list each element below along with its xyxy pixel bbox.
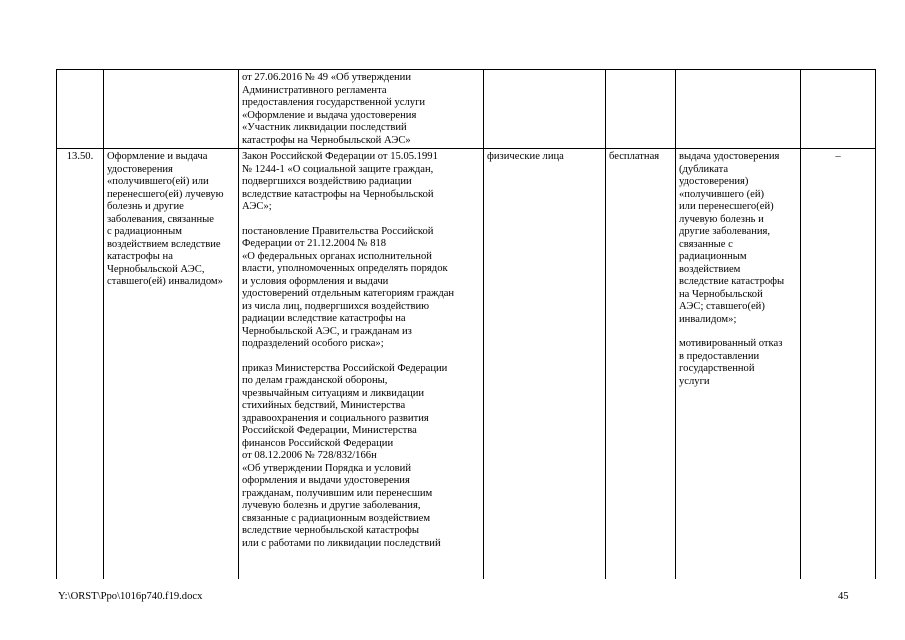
text-line: радиации вследствие катастрофы на xyxy=(242,313,406,324)
paragraph xyxy=(242,226,480,351)
text-line: «О федеральных органах исполнительной xyxy=(242,250,432,262)
text-line: ставшего(ей) инвалидом» xyxy=(107,276,223,287)
note-cell xyxy=(801,70,876,149)
text-line: Чернобыльской АЭС, xyxy=(107,263,205,275)
service-number-cell xyxy=(57,70,104,149)
text-line: выдача удостоверения xyxy=(679,151,780,162)
text-line: связанные с радиационным воздействием xyxy=(242,512,431,524)
text-line: от 27.06.2016 № 49 «Об утверждении xyxy=(242,72,412,83)
text-line: в предоставлении xyxy=(679,350,760,362)
text-line: услуги xyxy=(679,375,710,387)
fee-cell xyxy=(606,70,676,149)
text-line: гражданам, получившим или перенесшим xyxy=(242,487,433,499)
text-line: Чернобыльской АЭС, и гражданам из xyxy=(242,325,412,337)
text-line: лучевую болезнь и xyxy=(679,213,764,225)
table-row xyxy=(57,70,876,149)
text-line: финансов Российской Федерации xyxy=(242,437,394,449)
legal-basis-cell xyxy=(239,70,484,149)
paragraph xyxy=(242,151,480,214)
text-line: «Участник ликвидации последствий xyxy=(242,122,407,133)
text-line: и условия оформления и выдачи xyxy=(242,275,389,287)
text-line: лучевую болезнь и другие заболевания, xyxy=(242,500,421,511)
result-cell xyxy=(676,149,801,580)
text-line: здравоохранения и социального развития xyxy=(242,412,429,424)
text-line: катастрофы на Чернобыльской АЭС» xyxy=(242,134,411,146)
service-name-cell xyxy=(104,70,239,149)
text-line: от 08.12.2006 № 728/832/166н xyxy=(242,450,377,461)
text-line: воздействием xyxy=(679,263,741,275)
text-line: АЭС»; xyxy=(242,201,272,212)
text-line: по делам гражданской обороны, xyxy=(242,375,388,386)
fee-cell: бесплатная xyxy=(606,149,676,580)
text-line: инвалидом»; xyxy=(679,313,737,325)
text-line: приказ Министерства Российской Федерации xyxy=(242,362,448,374)
paragraph xyxy=(679,151,797,326)
text-line: постановление Правительства Российской xyxy=(242,225,434,237)
text-line: Закон Российской Федерации от 15.05.1991 xyxy=(242,151,438,162)
text-line: связанные с xyxy=(679,238,733,250)
paragraph xyxy=(242,363,480,551)
text-line: мотивированный отказ xyxy=(679,338,783,349)
text-line: АЭС; ставшего(ей) xyxy=(679,301,765,312)
text-line: перенесшего(ей) лучевую xyxy=(107,188,224,200)
text-line: вследствие чернобыльской катастрофы xyxy=(242,525,419,536)
text-line: подразделений особого риска»; xyxy=(242,338,384,349)
text-line: удостоверения xyxy=(107,163,173,175)
text-line: № 1244-1 «О социальной защите граждан, xyxy=(242,163,434,175)
text-line: Федерации от 21.12.2004 № 818 xyxy=(242,238,387,249)
text-line: из числа лиц, подвергшихся воздействию xyxy=(242,300,430,312)
paragraph xyxy=(679,338,797,388)
text-line: с радиационным xyxy=(107,226,182,237)
table-row xyxy=(57,149,876,580)
text-line: удостоверения) xyxy=(679,176,749,187)
text-line: «Об утверждении Порядка и условий xyxy=(242,462,412,474)
text-line: чрезвычайным ситуациям и ликвидации xyxy=(242,387,425,399)
legal-basis-cell xyxy=(239,149,484,580)
text-line: воздействием вследствие xyxy=(107,238,221,250)
text-line: стихийных бедствий, Министерства xyxy=(242,400,406,411)
text-line: вследствие катастрофы xyxy=(679,276,785,287)
services-table xyxy=(56,69,876,579)
text-line: «получившего (ей) xyxy=(679,188,765,200)
text-line: предоставления государственной услуги xyxy=(242,97,426,108)
text-line: другие заболевания, xyxy=(679,226,771,237)
text-line: «получившего(ей) или xyxy=(107,176,209,187)
text-line: на Чернобыльской xyxy=(679,288,763,300)
text-line: государственной xyxy=(679,363,755,374)
text-line: радиационным xyxy=(679,251,747,262)
text-line: оформления и выдачи удостоверения xyxy=(242,475,410,486)
text-line: заболевания, связанные xyxy=(107,213,214,225)
text-line: или перенесшего(ей) xyxy=(679,201,774,212)
text-line: Оформление и выдача xyxy=(107,151,208,162)
text-line: подвергшихся воздействию радиации xyxy=(242,176,412,187)
text-line: вследствие катастрофы на Чернобыльской xyxy=(242,188,434,200)
applicants-cell xyxy=(484,70,606,149)
text-line: «Оформление и выдача удостоверения xyxy=(242,109,417,121)
footer-page-number: 45 xyxy=(838,591,849,602)
text-line: удостоверений отдельным категориям граждан xyxy=(242,288,455,299)
text-line: катастрофы на xyxy=(107,251,173,262)
result-cell xyxy=(676,70,801,149)
text-line: (дубликата xyxy=(679,163,729,175)
text-line: Российской Федерации, Министерства xyxy=(242,425,417,436)
service-name-cell xyxy=(104,149,239,580)
text-line: или с работами по ликвидации последствий xyxy=(242,537,441,549)
text-line: Административного регламента xyxy=(242,84,387,96)
paragraph xyxy=(242,72,480,147)
service-number-cell: 13.50. xyxy=(57,149,104,580)
footer-file-path: Y:\ORST\Ppo\1016p740.f19.docx xyxy=(58,591,203,602)
text-line: власти, уполномоченных определять порядок xyxy=(242,263,448,274)
services-table-body xyxy=(57,70,876,580)
text-line: болезнь и другие xyxy=(107,201,184,212)
applicants-cell: физические лица xyxy=(484,149,606,580)
note-cell: – xyxy=(801,149,876,580)
